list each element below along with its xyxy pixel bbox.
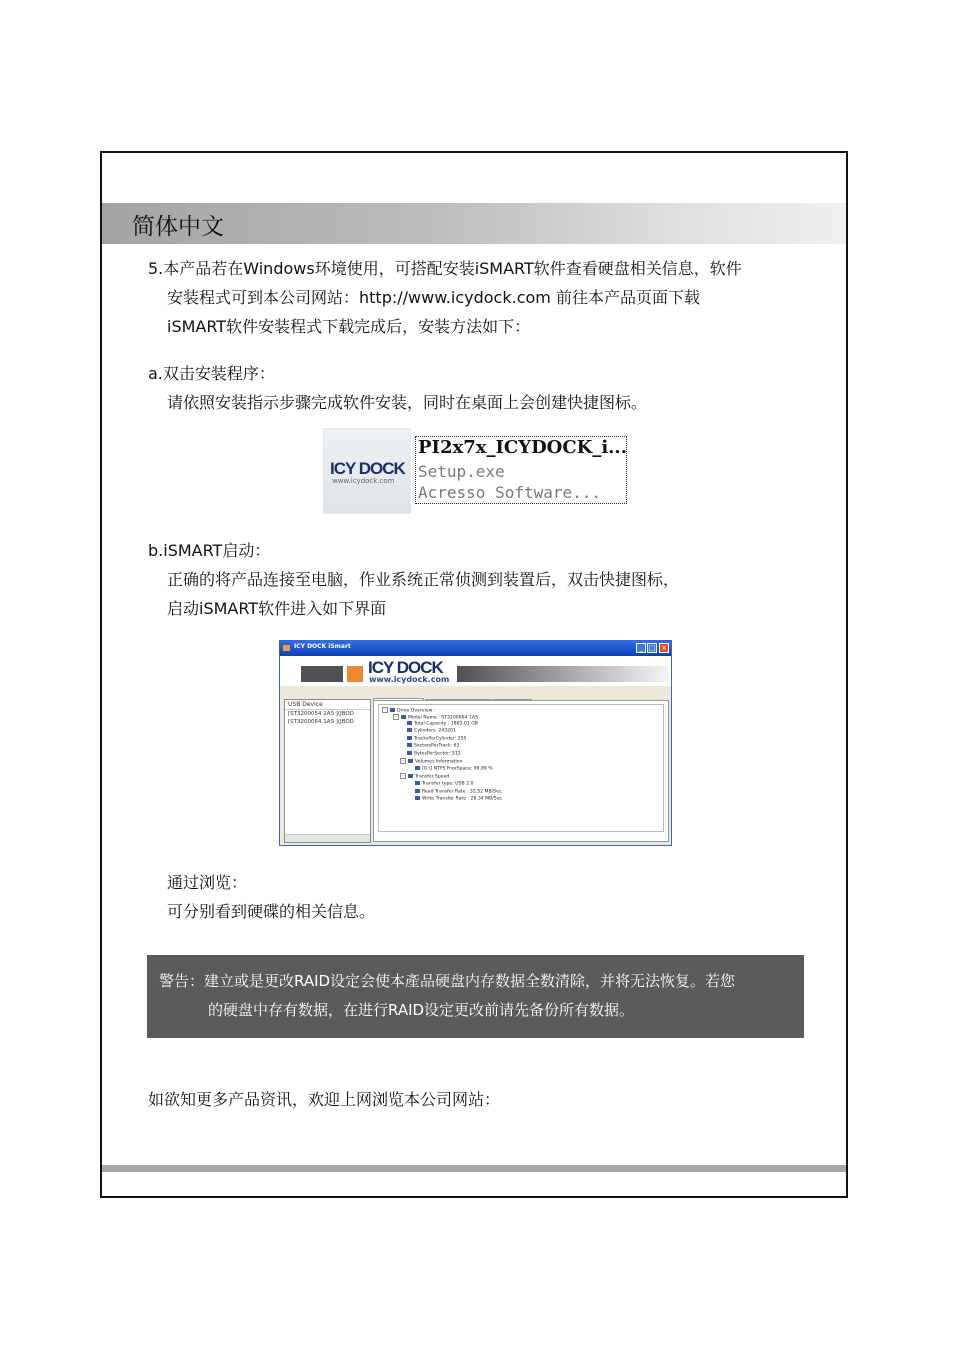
disk-icon [407, 736, 412, 740]
disk-info-panel [373, 700, 669, 842]
close-icon[interactable]: × [659, 643, 669, 653]
warning-box [147, 955, 804, 1038]
tree-model[interactable]: - Model Name : ST3200064 1AS [393, 714, 478, 722]
device-item[interactable]: [ST3200064 1AS ](JBOD [288, 719, 354, 725]
shortcut-name: PI2x7x_ICYDOCK_i... [418, 437, 627, 458]
usb-device-panel [284, 699, 371, 843]
horizontal-scrollbar[interactable] [285, 834, 370, 842]
more-info: 如欲知更多产品资讯，欢迎上网浏览本公司网站： [148, 1090, 501, 1109]
step-a-title: a.双击安装程序： [148, 364, 275, 383]
browse-line1: 通过浏览： [167, 873, 248, 892]
footer-bar [102, 1165, 846, 1172]
shortcut-file: Setup.exe [418, 462, 505, 481]
browse-line2: 可分别看到硬碟的相关信息。 [167, 902, 376, 921]
warning-line2: 的硬盘中存有数据，在进行RAID设定更改前请先备份所有数据。 [208, 1001, 635, 1019]
banner-logo: ICY DOCK [368, 658, 443, 677]
tree-type: Transfer type: USB 2.0 [415, 781, 473, 788]
disk-icon [407, 751, 412, 755]
step-b-title: b.iSMART启动： [148, 541, 271, 560]
app-icon [283, 645, 290, 651]
tree-root[interactable]: - Drive Overview : [382, 707, 435, 715]
tree-bytes: BytesPerSector: 512 [407, 751, 461, 758]
tree-speed[interactable]: - Transfer Speed [400, 773, 449, 781]
logo-url: www.icydock.com [332, 477, 395, 485]
tree-cylinders: Cylinders: 243201 [407, 728, 456, 735]
warning-line1: 警告：建立或是更改RAID设定会使本產品硬盘内存数据全数清除，并将无法恢复。若您 [159, 972, 736, 990]
tree-capacity: Total Capacity : 1863.01 GB [407, 721, 478, 728]
banner-orange-block [347, 666, 363, 682]
section-header [102, 203, 846, 244]
step-a-desc: 请依照安装指示步骤完成软件安装，同时在桌面上会创建快捷图标。 [167, 393, 648, 412]
banner-gray-block [301, 666, 343, 682]
shortcut-label [415, 436, 627, 504]
disk-icon [407, 743, 412, 747]
disk-icon [408, 774, 413, 778]
shortcut-publisher: Acresso Software... [418, 483, 602, 502]
window-titlebar [280, 641, 671, 656]
disk-icon [407, 728, 412, 732]
step5-line2: 安装程式可到本公司网站：http://www.icydock.com 前往本产品页面下载 [167, 288, 700, 307]
step-b-desc2: 启动iSMART软件进入如下界面 [167, 599, 387, 618]
banner-gradient [457, 666, 669, 682]
disk-icon [415, 781, 420, 785]
window-title: ICY DOCK iSmart [294, 643, 351, 650]
tree-write: Write Transfer Rate : 28.34 MB/Sec. [415, 796, 504, 803]
step-b-desc1: 正确的将产品连接至电脑，作业系统正常侦测到装置后，双击快捷图标， [167, 570, 680, 589]
usb-device-header: USB Device [285, 700, 370, 710]
section-title: 简体中文 [132, 214, 224, 240]
drive-icon [401, 715, 406, 719]
disk-icon [415, 789, 420, 793]
tree-volume-0: [G:\] NTFS FreeSpace: 99.89 % [415, 766, 493, 773]
ismart-window-screenshot [279, 640, 672, 846]
tree-tracks: TracksPerCylinder: 255 [407, 736, 466, 743]
maximize-icon[interactable]: □ [648, 644, 656, 652]
tree-volumes[interactable]: - Volumes Information [400, 758, 463, 766]
step5-line3: iSMART软件安装程式下载完成后，安装方法如下： [167, 317, 531, 336]
tree-sectors: SectorsPerTrack: 63 [407, 743, 459, 750]
drive-tree [378, 704, 664, 832]
disk-icon [407, 721, 412, 725]
tab-bar [373, 689, 533, 700]
minimize-icon[interactable]: _ [636, 643, 646, 653]
setup-shortcut-icon[interactable] [323, 428, 628, 514]
step5-line1: 5.本产品若在Windows环境使用，可搭配安装iSMART软件查看硬盘相关信息，软件 [148, 259, 742, 278]
tree-read: Read Transfer Rate : 32.52 MB/Sec. [415, 789, 503, 796]
logo-text: ICY DOCK [330, 459, 405, 478]
drive-icon [390, 708, 395, 712]
banner-url: www.icydock.com [369, 675, 450, 684]
disk-icon [415, 766, 420, 770]
app-banner [280, 656, 671, 686]
disk-icon [415, 796, 420, 800]
icydock-logo-icon [323, 428, 411, 514]
disk-icon [408, 759, 413, 763]
device-item[interactable]: [ST3200054 2AS ](JBOD [288, 711, 354, 717]
